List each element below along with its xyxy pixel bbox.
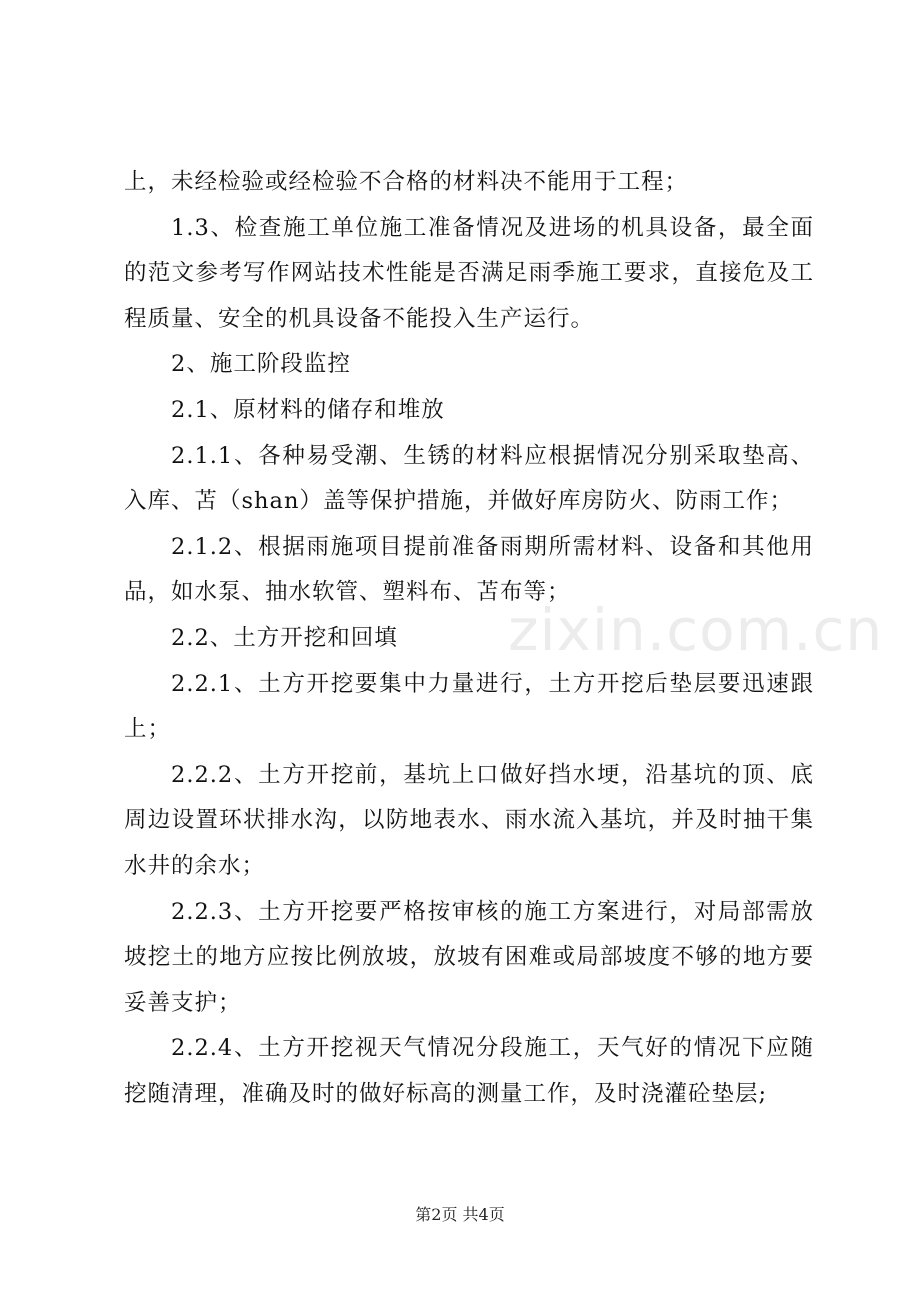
heading-2: 2、施工阶段监控 xyxy=(171,351,351,378)
page-footer: 第2页 共4页 xyxy=(415,1205,505,1224)
paragraph-1-3: 1.3、检查施工单位施工准备情况及进场的机具设备，最全面的范文参考写作网站技术性能是否满足雨季施工要求，直接危及工程质量、安全的机具设备不能投入生产运行。 xyxy=(124,214,814,332)
watermark: zixin.com.cn xyxy=(508,596,884,664)
paragraph-2-2-4: 2.2.4、土方开挖视天气情况分段施工，天气好的情况下应随挖随清理，准确及时的做好标高的测量工作，及时浇灌砼垫层; xyxy=(124,1035,814,1107)
paragraph-2-1-2: 2.1.2、根据雨施项目提前准备雨期所需材料、设备和其他用品，如水泵、抽水软管、塑料布、苫布等； xyxy=(124,533,814,606)
heading-2-1: 2.1、原材料的储存和堆放 xyxy=(171,396,445,423)
document-body xyxy=(124,160,814,1117)
paragraph-2-2-1: 2.2.1、土方开挖要集中力量进行，土方开挖后垫层要迅速跟上； xyxy=(124,670,814,743)
paragraph-2-2-3: 2.2.3、土方开挖要严格按审核的施工方案进行，对局部需放坡挖土的地方应按比例放坡，放坡有困难或局部坡度不够的地方要妥善支护； xyxy=(124,898,814,1016)
paragraph-continuation: 上，未经检验或经检验不合格的材料决不能用于工程； xyxy=(124,169,689,195)
paragraph-2-1-1: 2.1.1、各种易受潮、生锈的材料应根据情况分别采取垫高、入库、苫（shan）盖等保护措施，并做好库房防火、防雨工作； xyxy=(124,442,814,515)
heading-2-2: 2.2、土方开挖和回填 xyxy=(171,624,398,651)
paragraph-2-2-2: 2.2.2、土方开挖前，基坑上口做好挡水埂，沿基坑的顶、底周边设置环状排水沟，以防地表水、雨水流入基坑，并及时抽干集水井的余水； xyxy=(124,761,814,879)
